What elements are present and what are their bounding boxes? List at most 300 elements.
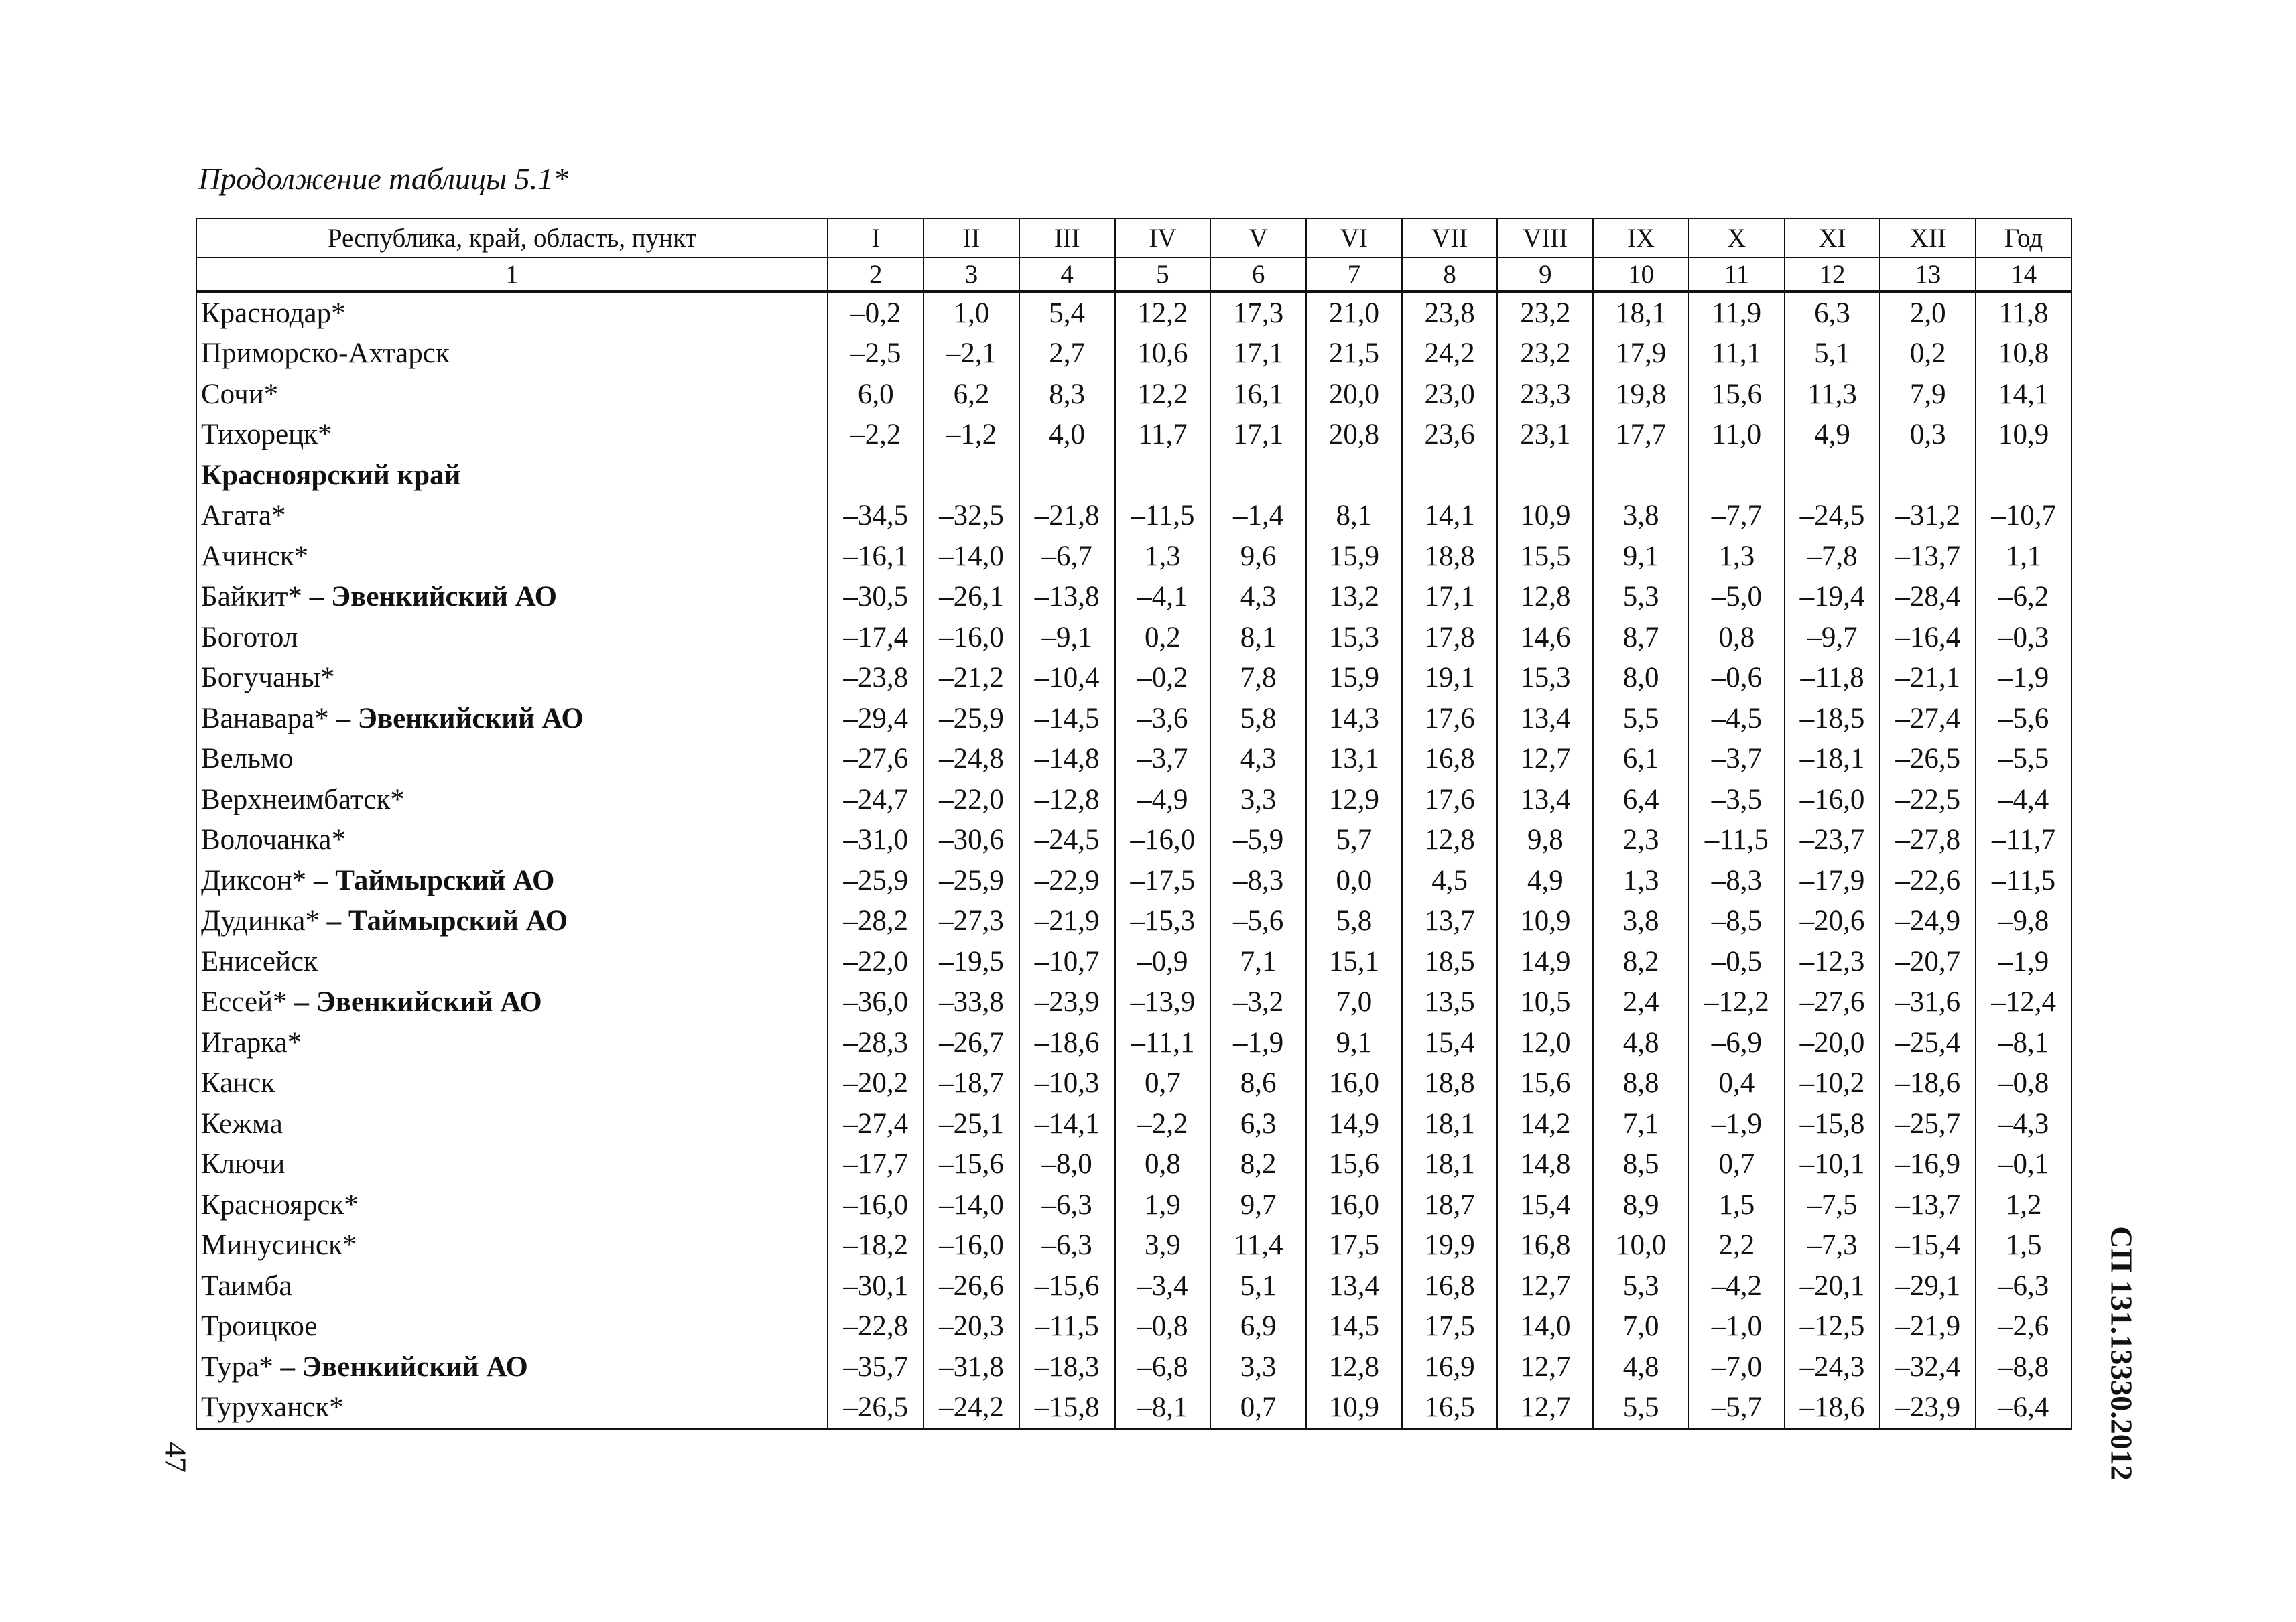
value-cell: 14,1 — [1976, 374, 2071, 415]
value-cell: –4,5 — [1689, 698, 1785, 739]
value-cell: –9,1 — [1019, 617, 1115, 658]
value-cell: 9,7 — [1210, 1185, 1306, 1225]
value-cell: 10,8 — [1976, 334, 2071, 375]
value-cell: 23,1 — [1497, 415, 1593, 456]
value-cell: –7,0 — [1689, 1347, 1785, 1388]
value-cell: 14,9 — [1306, 1103, 1402, 1144]
value-cell: –8,5 — [1689, 901, 1785, 942]
value-cell: –6,3 — [1976, 1266, 2071, 1306]
value-cell: 12,7 — [1497, 739, 1593, 780]
value-cell: –10,3 — [1019, 1063, 1115, 1104]
place-name-cell — [196, 1347, 828, 1388]
table-row — [196, 536, 2071, 577]
value-cell: –20,2 — [828, 1063, 923, 1104]
value-cell: 8,0 — [1593, 658, 1689, 699]
value-cell: –26,6 — [923, 1266, 1019, 1306]
value-cell: 4,8 — [1593, 1347, 1689, 1388]
value-cell: 19,9 — [1402, 1225, 1498, 1266]
value-cell: –25,7 — [1880, 1103, 1976, 1144]
value-cell: –11,5 — [1689, 820, 1785, 861]
value-cell: –1,9 — [1689, 1103, 1785, 1144]
table-row — [196, 617, 2071, 658]
value-cell: –0,6 — [1689, 658, 1785, 699]
header-number-row — [196, 257, 2071, 291]
table-row — [196, 860, 2071, 901]
place-name-cell — [196, 1103, 828, 1144]
value-cell: –23,9 — [1880, 1388, 1976, 1429]
value-cell: –16,0 — [828, 1185, 923, 1225]
value-cell: –7,7 — [1689, 496, 1785, 537]
value-cell — [923, 455, 1019, 496]
value-cell: –15,6 — [923, 1144, 1019, 1185]
value-cell: 15,6 — [1306, 1144, 1402, 1185]
value-cell: –15,8 — [1019, 1388, 1115, 1429]
place-name: Троицкое — [201, 1310, 318, 1343]
value-cell: –12,8 — [1019, 779, 1115, 820]
table-row — [196, 941, 2071, 982]
value-cell: –1,4 — [1210, 496, 1306, 537]
value-cell: 0,2 — [1880, 334, 1976, 375]
value-cell: 17,9 — [1593, 334, 1689, 375]
value-cell — [1689, 455, 1785, 496]
value-cell: 16,8 — [1402, 739, 1498, 780]
value-cell: 16,5 — [1402, 1388, 1498, 1429]
column-number: 5 — [1115, 257, 1211, 291]
value-cell: 1,5 — [1976, 1225, 2071, 1266]
value-cell: 13,4 — [1497, 779, 1593, 820]
value-cell: 3,9 — [1115, 1225, 1211, 1266]
value-cell: 15,6 — [1689, 374, 1785, 415]
place-name-cell — [196, 1144, 828, 1185]
column-header: IV — [1115, 218, 1211, 257]
value-cell: –5,6 — [1210, 901, 1306, 942]
place-name: Енисейск — [201, 945, 318, 977]
table-row — [196, 820, 2071, 861]
value-cell: 2,3 — [1593, 820, 1689, 861]
okrug-suffix: – Таймырский АО — [319, 905, 568, 937]
value-cell — [828, 455, 923, 496]
value-cell: 17,5 — [1402, 1306, 1498, 1347]
value-cell: 3,8 — [1593, 496, 1689, 537]
place-name-cell — [196, 1063, 828, 1104]
place-name-cell — [196, 901, 828, 942]
value-cell: –19,5 — [923, 941, 1019, 982]
value-cell: 18,8 — [1402, 1063, 1498, 1104]
value-cell: –24,3 — [1785, 1347, 1880, 1388]
place-name: Боготол — [201, 621, 298, 653]
value-cell: –11,5 — [1976, 860, 2071, 901]
value-cell: 10,9 — [1497, 496, 1593, 537]
value-cell: –10,2 — [1785, 1063, 1880, 1104]
value-cell: 15,5 — [1497, 536, 1593, 577]
value-cell — [1497, 455, 1593, 496]
value-cell: 7,0 — [1593, 1306, 1689, 1347]
value-cell: –2,5 — [828, 334, 923, 375]
value-cell — [1785, 455, 1880, 496]
column-header: Республика, край, область, пункт — [196, 218, 828, 257]
value-cell: 12,2 — [1115, 291, 1211, 334]
column-number: 10 — [1593, 257, 1689, 291]
value-cell: 11,9 — [1689, 291, 1785, 334]
value-cell: –8,0 — [1019, 1144, 1115, 1185]
value-cell: 8,2 — [1593, 941, 1689, 982]
place-name: Ачинск* — [201, 540, 309, 572]
value-cell: 5,1 — [1785, 334, 1880, 375]
value-cell: –25,9 — [828, 860, 923, 901]
value-cell: 1,0 — [923, 291, 1019, 334]
value-cell: –5,0 — [1689, 577, 1785, 618]
value-cell: –33,8 — [923, 982, 1019, 1023]
value-cell: 1,3 — [1689, 536, 1785, 577]
value-cell: –16,0 — [923, 617, 1019, 658]
value-cell: –4,2 — [1689, 1266, 1785, 1306]
value-cell: –22,9 — [1019, 860, 1115, 901]
value-cell — [1880, 455, 1976, 496]
place-name-cell — [196, 577, 828, 618]
table-body — [196, 291, 2071, 1429]
region-name-cell — [196, 455, 828, 496]
value-cell: –30,6 — [923, 820, 1019, 861]
value-cell: –24,8 — [923, 739, 1019, 780]
place-name: Ванавара* — [201, 702, 329, 734]
place-name: Ключи — [201, 1148, 285, 1180]
value-cell: 6,0 — [828, 374, 923, 415]
table-row — [196, 496, 2071, 537]
value-cell: 9,1 — [1306, 1022, 1402, 1063]
value-cell: –23,7 — [1785, 820, 1880, 861]
column-header: Год — [1976, 218, 2071, 257]
value-cell: 1,1 — [1976, 536, 2071, 577]
place-name: Волочанка* — [201, 824, 346, 856]
value-cell: –20,0 — [1785, 1022, 1880, 1063]
value-cell: –8,3 — [1689, 860, 1785, 901]
value-cell: 14,9 — [1497, 941, 1593, 982]
value-cell: 23,2 — [1497, 334, 1593, 375]
value-cell: 16,8 — [1402, 1266, 1498, 1306]
value-cell: 14,5 — [1306, 1306, 1402, 1347]
place-name-cell — [196, 617, 828, 658]
value-cell: –4,4 — [1976, 779, 2071, 820]
value-cell: 19,1 — [1402, 658, 1498, 699]
value-cell: 1,9 — [1115, 1185, 1211, 1225]
value-cell: –15,8 — [1785, 1103, 1880, 1144]
value-cell: –7,3 — [1785, 1225, 1880, 1266]
place-name: Приморско-Ахтарск — [201, 338, 450, 370]
place-name: Богучаны* — [201, 662, 335, 694]
value-cell: 17,8 — [1402, 617, 1498, 658]
value-cell: 11,4 — [1210, 1225, 1306, 1266]
value-cell: –23,8 — [828, 658, 923, 699]
place-name-cell — [196, 1022, 828, 1063]
value-cell: 16,0 — [1306, 1063, 1402, 1104]
value-cell: –20,1 — [1785, 1266, 1880, 1306]
value-cell: 14,1 — [1402, 496, 1498, 537]
column-number: 3 — [923, 257, 1019, 291]
value-cell: –5,7 — [1689, 1388, 1785, 1429]
value-cell: –4,1 — [1115, 577, 1211, 618]
value-cell: –18,6 — [1880, 1063, 1976, 1104]
value-cell: 7,8 — [1210, 658, 1306, 699]
value-cell: –26,5 — [828, 1388, 923, 1429]
table-row — [196, 415, 2071, 456]
value-cell: –14,5 — [1019, 698, 1115, 739]
value-cell: –12,4 — [1976, 982, 2071, 1023]
value-cell: 17,1 — [1210, 415, 1306, 456]
value-cell: 20,8 — [1306, 415, 1402, 456]
value-cell: 7,1 — [1593, 1103, 1689, 1144]
value-cell: 7,9 — [1880, 374, 1976, 415]
value-cell: 0,0 — [1306, 860, 1402, 901]
value-cell: 13,4 — [1497, 698, 1593, 739]
value-cell: –9,8 — [1976, 901, 2071, 942]
value-cell: 3,8 — [1593, 901, 1689, 942]
value-cell: 0,4 — [1689, 1063, 1785, 1104]
value-cell: –13,9 — [1115, 982, 1211, 1023]
value-cell: 17,3 — [1210, 291, 1306, 334]
value-cell: 10,0 — [1593, 1225, 1689, 1266]
value-cell: 5,3 — [1593, 577, 1689, 618]
value-cell: 4,0 — [1019, 415, 1115, 456]
value-cell: –30,5 — [828, 577, 923, 618]
table-row — [196, 1266, 2071, 1306]
table-row — [196, 1306, 2071, 1347]
value-cell: 6,3 — [1785, 291, 1880, 334]
place-name: Канск — [201, 1067, 275, 1099]
value-cell: –4,9 — [1115, 779, 1211, 820]
document-code-text: СП 131.13330.2012 — [2104, 1226, 2139, 1481]
place-name: Верхнеимбатск* — [201, 783, 405, 815]
value-cell: 10,6 — [1115, 334, 1211, 375]
value-cell: 5,1 — [1210, 1266, 1306, 1306]
value-cell: 18,1 — [1402, 1103, 1498, 1144]
value-cell: 17,6 — [1402, 698, 1498, 739]
value-cell: 1,2 — [1976, 1185, 2071, 1225]
table-row — [196, 1103, 2071, 1144]
column-header: V — [1210, 218, 1306, 257]
region-row — [196, 455, 2071, 496]
place-name-cell — [196, 860, 828, 901]
value-cell: –31,6 — [1880, 982, 1976, 1023]
value-cell: –20,3 — [923, 1306, 1019, 1347]
value-cell: 15,6 — [1497, 1063, 1593, 1104]
value-cell: –26,7 — [923, 1022, 1019, 1063]
column-number: 14 — [1976, 257, 2071, 291]
value-cell: –0,8 — [1115, 1306, 1211, 1347]
place-name-cell — [196, 820, 828, 861]
table-row — [196, 577, 2071, 618]
table-row — [196, 658, 2071, 699]
value-cell: –22,0 — [828, 941, 923, 982]
value-cell: –2,2 — [828, 415, 923, 456]
value-cell: 17,5 — [1306, 1225, 1402, 1266]
value-cell: –22,8 — [828, 1306, 923, 1347]
value-cell: 1,3 — [1115, 536, 1211, 577]
value-cell: –24,2 — [923, 1388, 1019, 1429]
value-cell: –17,9 — [1785, 860, 1880, 901]
value-cell: –32,5 — [923, 496, 1019, 537]
value-cell: 15,9 — [1306, 658, 1402, 699]
value-cell: 11,0 — [1689, 415, 1785, 456]
value-cell: 12,8 — [1306, 1347, 1402, 1388]
value-cell: –3,4 — [1115, 1266, 1211, 1306]
value-cell: 4,3 — [1210, 739, 1306, 780]
value-cell: 15,4 — [1497, 1185, 1593, 1225]
place-name: Красноярск* — [201, 1189, 359, 1221]
column-header: I — [828, 218, 923, 257]
value-cell: 0,7 — [1689, 1144, 1785, 1185]
place-name: Туруханск* — [201, 1392, 344, 1424]
value-cell: –6,7 — [1019, 536, 1115, 577]
value-cell: –36,0 — [828, 982, 923, 1023]
column-number: 12 — [1785, 257, 1880, 291]
value-cell: 0,8 — [1689, 617, 1785, 658]
value-cell: –20,6 — [1785, 901, 1880, 942]
okrug-suffix: – Эвенкийский АО — [273, 1351, 528, 1383]
value-cell: –18,6 — [1785, 1388, 1880, 1429]
value-cell: –6,3 — [1019, 1225, 1115, 1266]
value-cell: 13,1 — [1306, 739, 1402, 780]
value-cell — [1210, 455, 1306, 496]
value-cell: –0,9 — [1115, 941, 1211, 982]
value-cell: –24,5 — [1019, 820, 1115, 861]
column-header: VI — [1306, 218, 1402, 257]
value-cell: –32,4 — [1880, 1347, 1976, 1388]
value-cell: –18,3 — [1019, 1347, 1115, 1388]
value-cell: 2,7 — [1019, 334, 1115, 375]
value-cell: 9,1 — [1593, 536, 1689, 577]
table-row — [196, 1347, 2071, 1388]
value-cell: –11,8 — [1785, 658, 1880, 699]
column-header: X — [1689, 218, 1785, 257]
column-number: 13 — [1880, 257, 1976, 291]
okrug-suffix: – Эвенкийский АО — [302, 581, 558, 613]
value-cell: –8,8 — [1976, 1347, 2071, 1388]
value-cell: –0,2 — [828, 291, 923, 334]
value-cell: 8,7 — [1593, 617, 1689, 658]
column-header: VIII — [1497, 218, 1593, 257]
value-cell: –28,4 — [1880, 577, 1976, 618]
value-cell: 10,9 — [1306, 1388, 1402, 1429]
value-cell: 11,8 — [1976, 291, 2071, 334]
value-cell: –24,7 — [828, 779, 923, 820]
value-cell: –5,6 — [1976, 698, 2071, 739]
value-cell: 12,9 — [1306, 779, 1402, 820]
value-cell: 5,8 — [1210, 698, 1306, 739]
value-cell: –30,1 — [828, 1266, 923, 1306]
value-cell: 13,2 — [1306, 577, 1402, 618]
value-cell: 20,0 — [1306, 374, 1402, 415]
page-number-text: 47 — [158, 1442, 193, 1473]
value-cell: –13,8 — [1019, 577, 1115, 618]
value-cell: –14,8 — [1019, 739, 1115, 780]
value-cell: 18,7 — [1402, 1185, 1498, 1225]
value-cell: 16,8 — [1497, 1225, 1593, 1266]
value-cell: –10,1 — [1785, 1144, 1880, 1185]
value-cell: –15,3 — [1115, 901, 1211, 942]
table-row — [196, 1185, 2071, 1225]
value-cell: 23,3 — [1497, 374, 1593, 415]
header-label-row — [196, 218, 2071, 257]
value-cell: 2,2 — [1689, 1225, 1785, 1266]
value-cell: –6,8 — [1115, 1347, 1211, 1388]
table-row — [196, 291, 2071, 334]
place-name-cell — [196, 1225, 828, 1266]
place-name-cell — [196, 536, 828, 577]
value-cell: –26,1 — [923, 577, 1019, 618]
value-cell: –12,3 — [1785, 941, 1880, 982]
value-cell: 12,7 — [1497, 1266, 1593, 1306]
place-name-cell — [196, 779, 828, 820]
place-name: Тура* — [201, 1351, 273, 1383]
place-name-cell — [196, 334, 828, 375]
value-cell: 21,5 — [1306, 334, 1402, 375]
value-cell: –25,1 — [923, 1103, 1019, 1144]
value-cell: –0,5 — [1689, 941, 1785, 982]
value-cell: –18,6 — [1019, 1022, 1115, 1063]
value-cell: –24,5 — [1785, 496, 1880, 537]
place-name-cell — [196, 496, 828, 537]
value-cell: –13,7 — [1880, 1185, 1976, 1225]
value-cell: –10,7 — [1976, 496, 2071, 537]
value-cell: 6,3 — [1210, 1103, 1306, 1144]
value-cell: 7,0 — [1306, 982, 1402, 1023]
value-cell: 12,8 — [1402, 820, 1498, 861]
value-cell: 4,5 — [1402, 860, 1498, 901]
place-name: Ессей* — [201, 986, 288, 1018]
value-cell: 12,7 — [1497, 1347, 1593, 1388]
value-cell: 15,4 — [1402, 1022, 1498, 1063]
value-cell: –19,4 — [1785, 577, 1880, 618]
value-cell: –5,9 — [1210, 820, 1306, 861]
value-cell: –9,7 — [1785, 617, 1880, 658]
table-row — [196, 1225, 2071, 1266]
value-cell: –22,5 — [1880, 779, 1976, 820]
place-name-cell — [196, 1185, 828, 1225]
value-cell: 10,5 — [1497, 982, 1593, 1023]
value-cell: –31,2 — [1880, 496, 1976, 537]
value-cell: –20,7 — [1880, 941, 1976, 982]
value-cell: 5,5 — [1593, 1388, 1689, 1429]
value-cell — [1402, 455, 1498, 496]
value-cell: –14,0 — [923, 1185, 1019, 1225]
value-cell: 4,8 — [1593, 1022, 1689, 1063]
value-cell: –22,6 — [1880, 860, 1976, 901]
value-cell: –6,2 — [1976, 577, 2071, 618]
value-cell: 17,6 — [1402, 779, 1498, 820]
value-cell: –0,1 — [1976, 1144, 2071, 1185]
place-name: Игарка* — [201, 1026, 302, 1059]
place-name-cell — [196, 739, 828, 780]
table-row — [196, 982, 2071, 1023]
value-cell: –12,5 — [1785, 1306, 1880, 1347]
value-cell: –17,5 — [1115, 860, 1211, 901]
place-name: Минусинск* — [201, 1229, 357, 1262]
value-cell: –29,1 — [1880, 1266, 1976, 1306]
value-cell: 17,7 — [1593, 415, 1689, 456]
value-cell: 2,0 — [1880, 291, 1976, 334]
place-name: Сочи* — [201, 378, 279, 410]
column-number: 8 — [1402, 257, 1498, 291]
value-cell: –25,9 — [923, 860, 1019, 901]
place-name: Тихорецк* — [201, 419, 332, 451]
value-cell: –27,6 — [1785, 982, 1880, 1023]
place-name: Агата* — [201, 500, 286, 532]
value-cell: 23,0 — [1402, 374, 1498, 415]
value-cell: –21,2 — [923, 658, 1019, 699]
value-cell — [1019, 455, 1115, 496]
value-cell: –10,7 — [1019, 941, 1115, 982]
table-row — [196, 1144, 2071, 1185]
